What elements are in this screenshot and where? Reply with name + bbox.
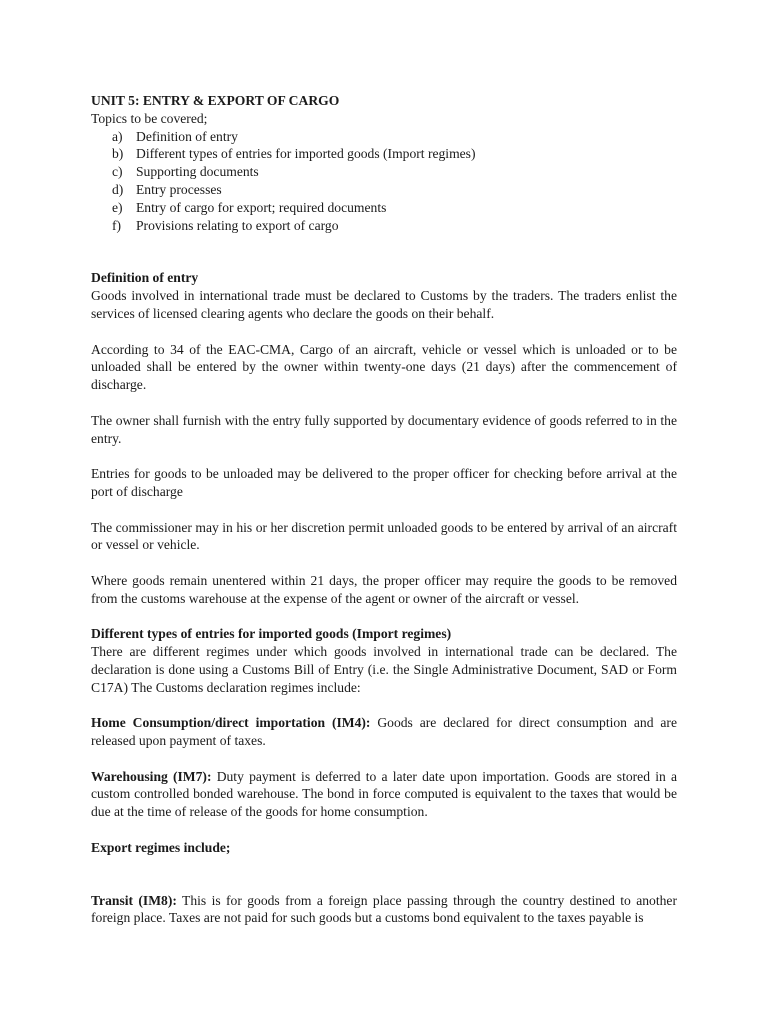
warehousing-paragraph	[91, 768, 677, 821]
list-marker: f)	[112, 217, 122, 233]
warehousing-label: Warehousing (IM7):	[91, 768, 212, 784]
list-marker: d)	[112, 181, 124, 197]
list-item-text: Entry processes	[136, 181, 222, 197]
paragraph: Where goods remain unentered within 21 days, the proper officer may require the goods to be removed from the customs warehouse at the expense of the agent or owner of the aircraft or vessel.	[91, 572, 677, 606]
home-consumption-text: Goods are declared for direct consumption and are released upon payment of taxes.	[91, 715, 677, 749]
list-item-text: Supporting documents	[136, 164, 259, 180]
definition-heading: Definition of entry	[91, 270, 199, 286]
list-item-text: Different types of entries for imported goods (Import regimes)	[136, 146, 476, 162]
paragraph: Entries for goods to be unloaded may be delivered to the proper officer for checking before arrival at the port of discharge	[91, 466, 677, 499]
topics-list	[91, 128, 677, 235]
list-marker: b)	[112, 146, 124, 162]
list-item	[91, 181, 677, 199]
list-marker: c)	[112, 164, 123, 180]
home-consumption-paragraph	[91, 714, 677, 750]
paragraph: Goods involved in international trade must be declared to Customs by the traders. The traders enlist the services of licensed clearing agents who declare the goods on their behalf.	[91, 288, 677, 321]
document-title: UNIT 5: ENTRY & EXPORT OF CARGO	[91, 93, 340, 108]
warehousing-text: Duty payment is deferred to a later date upon importation. Goods are stored in a custom controlled bonded warehouse. The bond in force computed is equivalent to the taxes that would be due at the time of release of the goods for home consumption.	[91, 768, 677, 820]
list-marker: a)	[112, 128, 123, 144]
list-item	[91, 128, 677, 146]
list-item	[91, 163, 677, 181]
topics-intro: Topics to be covered;	[91, 110, 208, 126]
transit-text: This is for goods from a foreign place passing through the country destined to another foreign place. Taxes are not paid for such goods but a customs bond equivalent to the taxes payable is	[91, 892, 677, 926]
list-marker: e)	[112, 199, 123, 215]
home-consumption-label: Home Consumption/direct importation (IM4):	[91, 715, 371, 731]
import-regimes-intro: There are different regimes under which goods involved in international trade can be declared. The declaration is done using a Customs Bill of Entry (i.e. the Single Administrative Document, SAD or Form C17A) The Customs declaration regimes include:	[91, 644, 677, 695]
list-item	[91, 145, 677, 163]
paragraph: The commissioner may in his or her discretion permit unloaded goods to be entered by arrival of an aircraft or vessel or vehicle.	[91, 519, 677, 553]
import-regimes-heading: Different types of entries for imported goods (Import regimes)	[91, 626, 452, 642]
transit-paragraph	[91, 892, 677, 928]
paragraph: The owner shall furnish with the entry fully supported by documentary evidence of goods referred to in the entry.	[91, 412, 677, 446]
transit-label: Transit (IM8):	[91, 892, 177, 908]
list-item	[91, 217, 677, 235]
paragraph: According to 34 of the EAC-CMA, Cargo of an aircraft, vehicle or vessel which is unloaded or to be unloaded shall be entered by the owner within twenty-one days (21 days) after the commencement of discharge.	[91, 341, 677, 393]
export-regimes-heading: Export regimes include;	[91, 839, 231, 855]
list-item-text: Entry of cargo for export; required documents	[136, 199, 387, 215]
document-page	[91, 92, 677, 927]
list-item-text: Definition of entry	[136, 128, 238, 144]
list-item-text: Provisions relating to export of cargo	[136, 217, 339, 233]
list-item	[91, 199, 677, 217]
